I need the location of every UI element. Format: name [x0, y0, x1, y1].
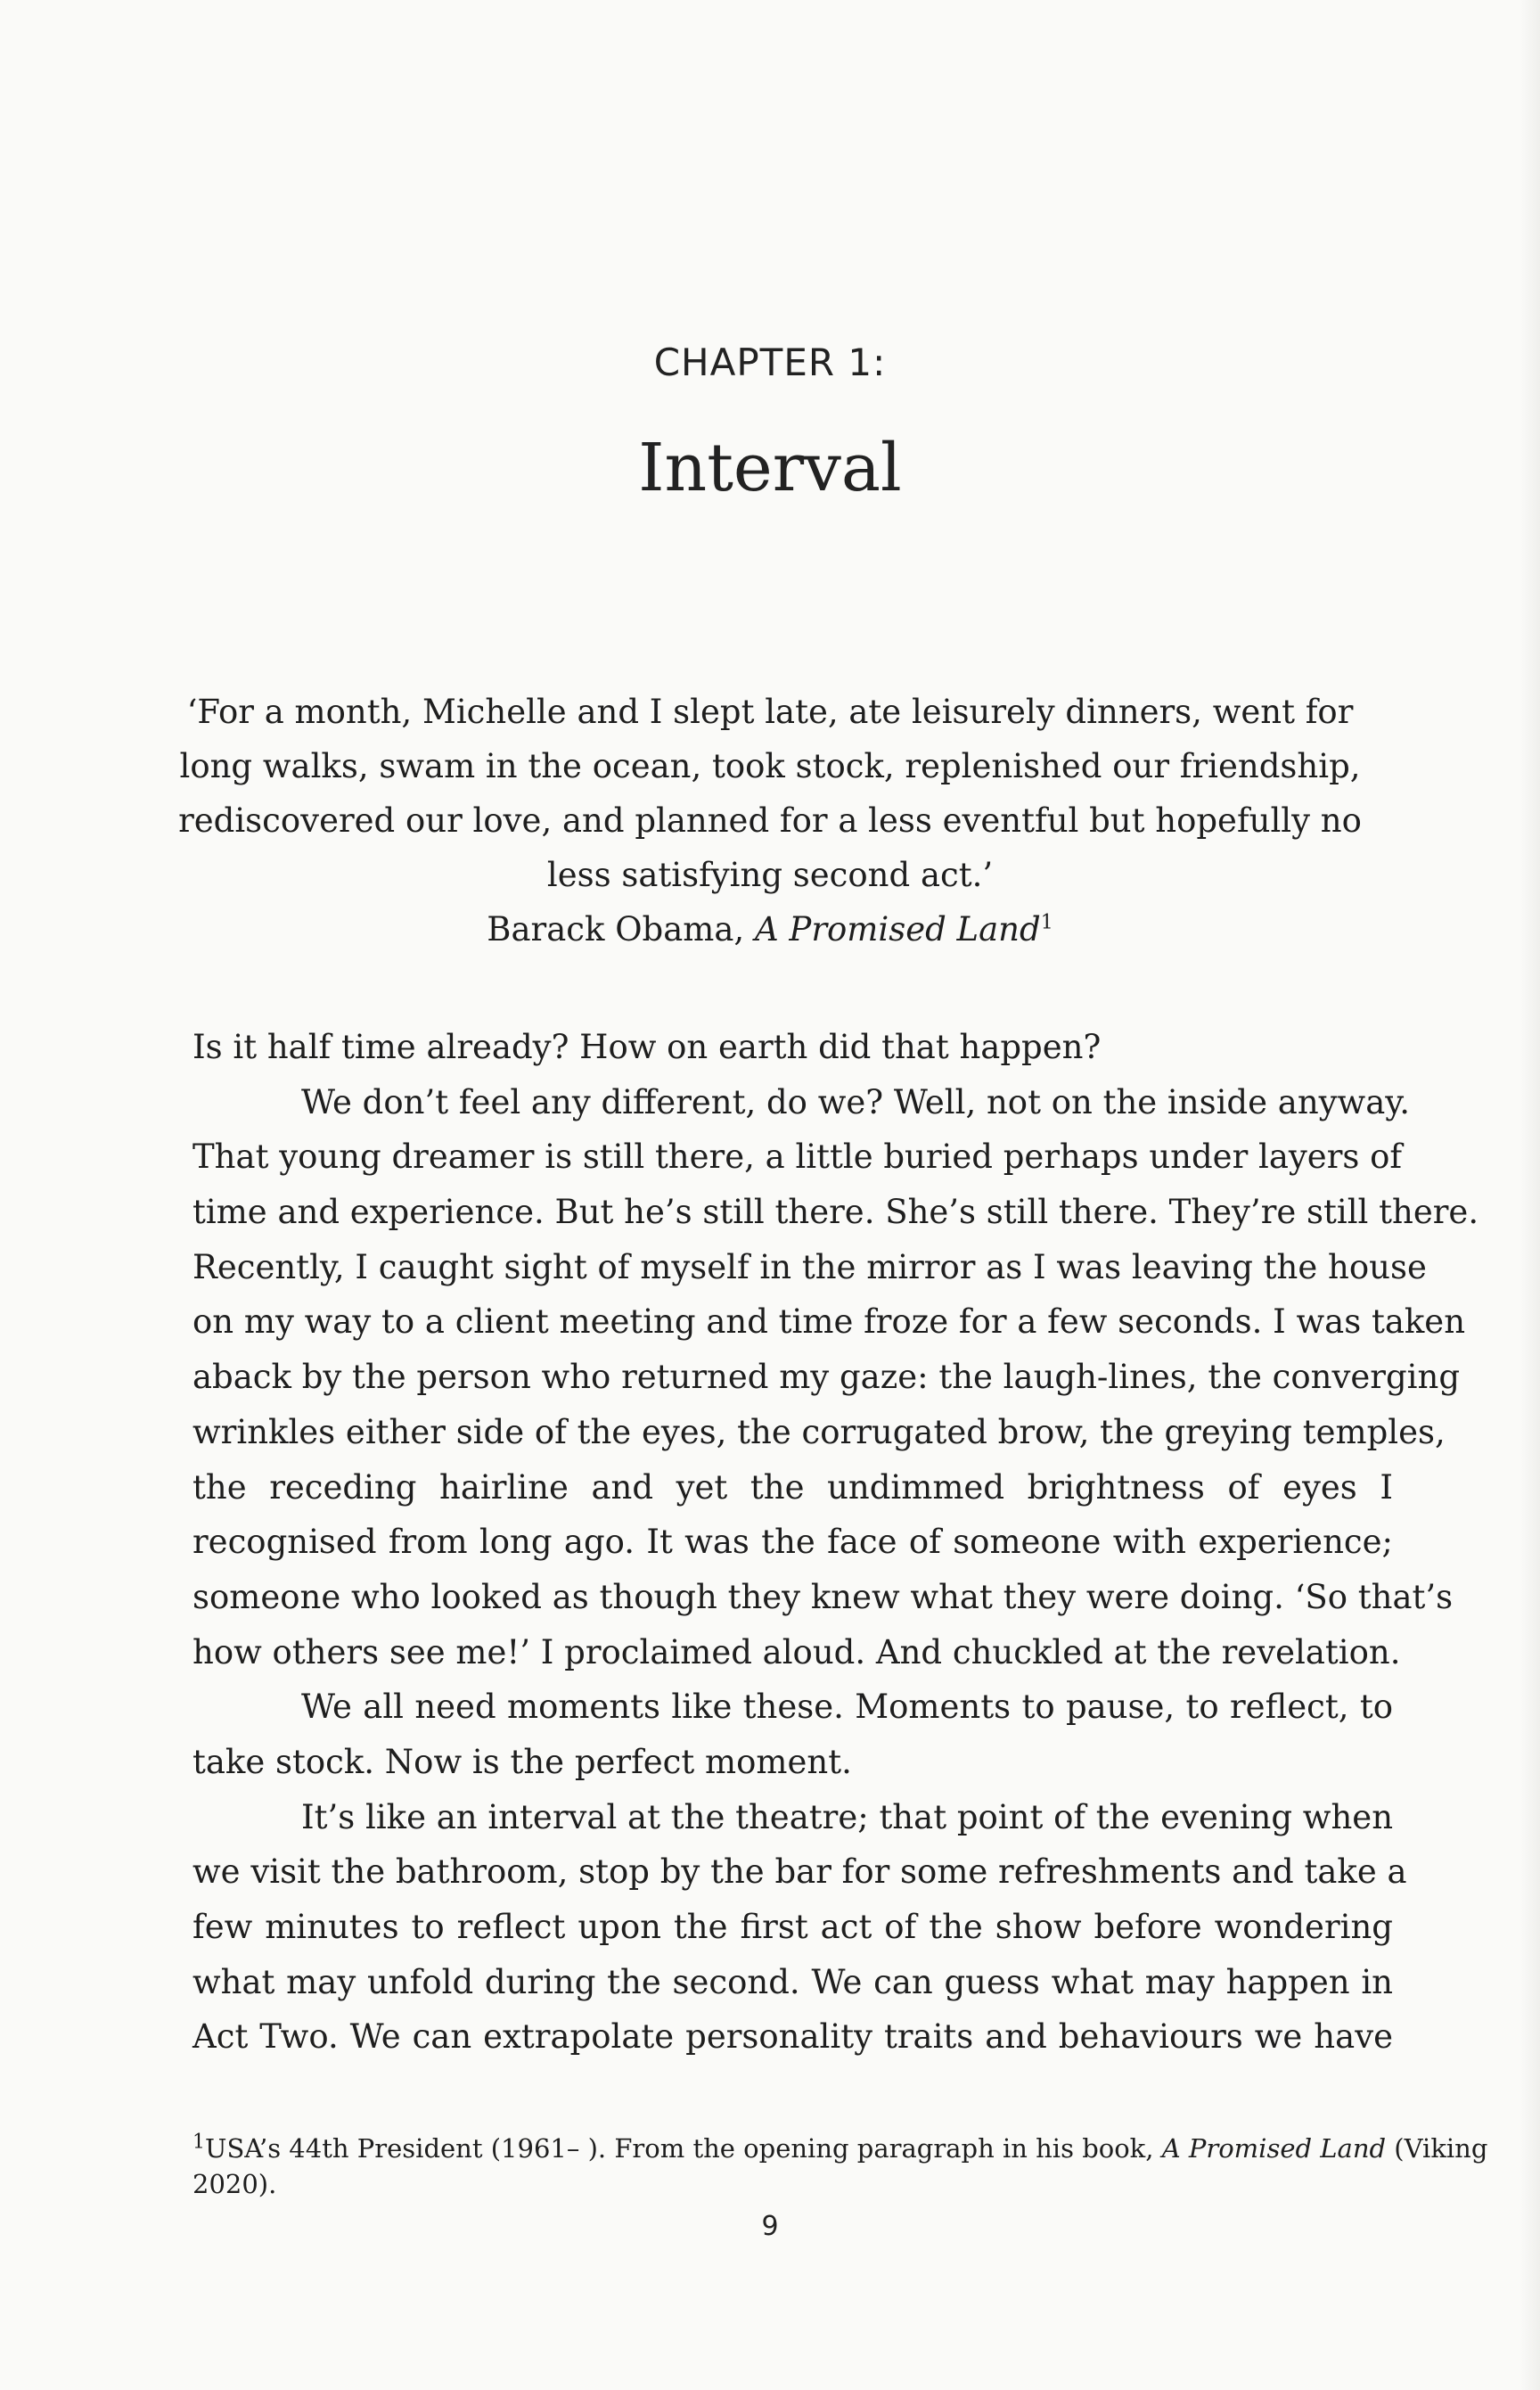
epigraph: [178, 685, 1362, 957]
footnote: [192, 2131, 1488, 2202]
body-line: That young dreamer is still there, a little buried perhaps under layers of: [192, 1138, 1403, 1177]
epigraph-line: long walks, swam in the ocean, took stock, replenished our friendship,: [179, 747, 1361, 785]
footnote-line: 2020).: [192, 2169, 277, 2199]
footnote-marker: 1: [192, 2131, 205, 2154]
body-line: Act Two. We can extrapolate personality traits and behaviours we have: [192, 2017, 1393, 2057]
body-line: we visit the bathroom, stop by the bar for some refreshments and take a: [192, 1852, 1407, 1892]
footnote-publisher: (Viking: [1386, 2133, 1488, 2164]
body-line: take stock. Now is the perfect moment.: [192, 1742, 852, 1781]
page-number: 9: [761, 2211, 779, 2242]
body-line: the receding hairline and yet the undimmed brightness of eyes I: [192, 1467, 1393, 1507]
epigraph-line: rediscovered our love, and planned for a less eventful but hopefully no: [178, 801, 1362, 840]
body-line: We don’t feel any different, do we? Well, not on the inside anyway.: [301, 1082, 1411, 1121]
body-line: someone who looked as though they knew what they were doing. ‘So that’s: [192, 1577, 1454, 1616]
body-line: how others see me!’ I proclaimed aloud. And chuckled at the revelation.: [192, 1632, 1401, 1671]
body-line: wrinkles either side of the eyes, the corrugated brow, the greying temples,: [192, 1412, 1446, 1451]
footnote-book-title: A Promised Land: [1161, 2133, 1387, 2164]
chapter-title: Interval: [638, 430, 902, 506]
body-text: [192, 1020, 1479, 2065]
body-line: Is it half time already? How on earth did that happen?: [192, 1028, 1102, 1066]
body-line: time and experience. But he’s still there. She’s still there. They’re still there.: [192, 1193, 1479, 1232]
attribution-author: Barack Obama,: [487, 910, 755, 949]
body-line: on my way to a client meeting and time froze for a few seconds. I was taken: [192, 1302, 1466, 1342]
footnote-reference[interactable]: 1: [1040, 911, 1053, 934]
footnote-text: USA’s 44th President (1961– ). From the opening paragraph in his book,: [205, 2133, 1162, 2164]
body-line: what may unfold during the second. We can guess what may happen in: [192, 1962, 1393, 2001]
body-line: recognised from long ago. It was the face of someone with experience;: [192, 1523, 1393, 1562]
body-line: It’s like an interval at the theatre; that point of the evening when: [301, 1797, 1394, 1836]
epigraph-line: ‘For a month, Michelle and I slept late, ate leisurely dinners, went for: [186, 693, 1354, 731]
epigraph-line: less satisfying second act.’: [546, 856, 994, 894]
footnote-line: [192, 2131, 1488, 2166]
body-line: aback by the person who returned my gaze: the laugh-lines, the converging: [192, 1358, 1461, 1397]
epigraph-attribution: [178, 902, 1362, 957]
chapter-label: CHAPTER 1:: [653, 341, 887, 384]
body-line: Recently, I caught sight of myself in the mirror as I was leaving the house: [192, 1247, 1427, 1286]
attribution-book-title: A Promised Land: [754, 910, 1041, 949]
body-line: few minutes to reflect upon the first act of the show before wondering: [192, 1908, 1393, 1946]
body-line: We all need moments like these. Moments to pause, to reflect, to: [301, 1688, 1393, 1727]
